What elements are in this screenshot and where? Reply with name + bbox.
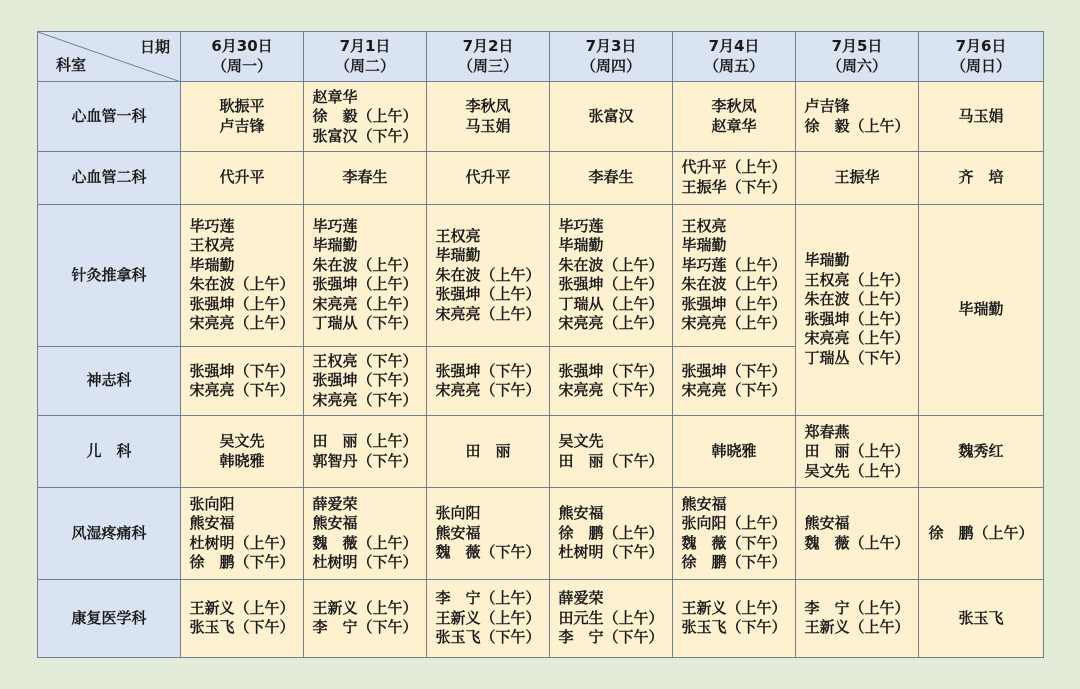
staff-entry: 毕巧莲（上午） [681,255,787,274]
staff-entry: 马玉娟 [958,107,1004,126]
day-date: 7月3日 [585,37,637,56]
staff-entry: 郑春燕 [804,422,850,441]
staff-entry: 李 宁（上午） [804,598,910,617]
day-weekday: （周一） [211,56,272,75]
department-row [38,416,1044,488]
staff-entry: 齐 培 [958,168,1004,187]
staff-entry: 赵章华 [711,116,757,135]
duty-cell [181,152,304,204]
department-row [38,204,1044,346]
day-date: 6月30日 [211,37,273,56]
staff-entry: 张强坤（上午） [804,309,910,328]
staff-list [681,599,786,638]
staff-list [681,495,786,573]
day-header [673,32,796,82]
staff-list [928,524,1033,544]
staff-entry: 朱在波（上午） [312,255,418,274]
duty-cell [427,416,550,488]
department-name: 儿 科 [38,416,181,488]
staff-entry: 宋亮亮（下午） [312,390,418,409]
day-header [550,32,673,82]
duty-cell [427,488,550,579]
staff-list [189,362,294,401]
staff-list [711,97,756,136]
staff-entry: 毕瑞勤 [312,236,358,255]
day-date: 7月6日 [955,37,1007,56]
duty-cell [550,488,673,579]
staff-entry: 张强坤（下午） [312,371,418,390]
staff-entry: 马玉娟 [465,116,511,135]
corner-dept-label: 科室 [56,55,87,74]
staff-entry: 朱在波（上午） [804,290,910,309]
staff-entry: 徐 鹏（上午） [928,523,1034,542]
staff-list [312,432,417,471]
staff-list [958,107,1003,127]
staff-entry: 魏秀红 [958,442,1004,461]
day-weekday: （周日） [950,56,1011,75]
corner-header [38,32,181,82]
staff-entry: 丁瑞从（上午） [558,294,664,313]
staff-list [435,504,540,563]
staff-list [465,168,510,188]
staff-list [312,599,417,638]
staff-list [958,300,1003,320]
staff-entry: 李秋凤 [465,97,511,116]
staff-entry: 魏 薇（下午） [435,543,541,562]
staff-entry: 赵章华 [312,87,358,106]
staff-entry: 毕巧莲 [558,216,604,235]
staff-list [312,217,417,334]
header-row [38,32,1044,82]
staff-list [804,599,909,638]
duty-cell [673,204,796,346]
duty-schedule-table [37,31,1044,658]
staff-entry: 张向阳（上午） [681,514,787,533]
duty-cell [673,82,796,152]
staff-entry: 熊安福 [681,494,727,513]
staff-entry: 杜树明（下午） [312,553,418,572]
staff-entry: 徐 鹏（下午） [681,553,787,572]
staff-entry: 代升平 [465,168,511,187]
staff-entry: 毕瑞勤 [681,236,727,255]
staff-list [804,251,909,368]
staff-entry: 王新义（上午） [681,598,787,617]
staff-entry: 魏 薇（下午） [681,533,787,552]
staff-entry: 毕瑞勤 [804,251,850,270]
staff-entry: 王振华（下午） [681,177,787,196]
duty-cell [796,416,919,488]
duty-cell [919,579,1044,657]
staff-entry: 毕瑞勤 [435,246,481,264]
staff-entry: 张玉飞 [958,608,1004,627]
staff-list [312,495,417,573]
duty-cell [919,152,1044,204]
staff-entry: 宋亮亮（下午） [189,381,295,400]
staff-entry: 熊安福 [189,514,235,533]
department-name: 风湿疼痛科 [38,488,181,579]
duty-cell [427,82,550,152]
staff-entry: 张富汉 [588,107,634,126]
staff-entry: 朱在波（上午） [435,265,541,284]
staff-entry: 张玉飞（下午） [681,618,787,637]
staff-entry: 丁瑞从（下午） [312,314,418,333]
staff-entry: 宋亮亮（上午） [435,304,541,323]
staff-entry: 徐 鹏（下午） [189,553,295,572]
duty-cell [427,152,550,204]
staff-entry: 张强坤（上午） [558,275,664,294]
staff-list [435,362,540,401]
staff-entry: 王权亮 [435,226,481,245]
staff-entry: 韩晓雅 [711,442,757,461]
duty-cell [673,488,796,579]
duty-cell [304,579,427,657]
staff-list [219,97,264,136]
duty-cell [181,204,304,346]
staff-entry: 王新义（上午） [435,608,541,627]
staff-entry: 张强坤（上午） [189,294,295,313]
duty-cell [550,82,673,152]
department-row [38,488,1044,579]
duty-cell [427,346,550,415]
staff-entry: 王权亮（下午） [312,351,418,370]
staff-entry: 熊安福 [804,514,850,533]
staff-entry: 朱在波（上午） [189,275,295,294]
staff-list [558,362,663,401]
staff-list [342,168,387,188]
staff-entry: 宋亮亮（上午） [558,314,664,333]
day-weekday: （周四） [580,56,641,75]
staff-list [558,504,663,563]
staff-list [804,514,909,553]
duty-cell [427,579,550,657]
department-row [38,82,1044,152]
staff-entry: 郭智丹（下午） [312,451,418,470]
staff-entry: 朱在波（上午） [558,255,664,274]
staff-entry: 王新义（上午） [312,598,418,617]
staff-list [465,97,510,136]
staff-entry: 毕巧莲 [189,216,235,235]
staff-entry: 代升平（上午） [681,158,787,177]
staff-list [588,107,633,127]
duty-cell-merged [919,204,1044,416]
duty-cell [550,579,673,657]
staff-entry: 张强坤（下午） [189,361,295,380]
day-weekday: （周二） [334,56,395,75]
duty-cell [304,82,427,152]
duty-cell [919,82,1044,152]
duty-cell [919,488,1044,579]
staff-entry: 田 丽（上午） [312,432,418,451]
staff-list [312,352,417,411]
staff-list [958,609,1003,629]
duty-cell [304,488,427,579]
staff-entry: 田 丽（上午） [804,442,910,461]
staff-entry: 宋亮亮（上午） [189,314,295,333]
staff-entry: 徐 鹏（上午） [558,523,664,542]
duty-cell [304,346,427,415]
duty-cell [181,488,304,579]
staff-entry: 徐 毅（上午） [804,116,910,135]
staff-entry: 薛爱荣 [558,589,604,608]
staff-entry: 熊安福 [312,514,358,533]
day-date: 7月5日 [831,37,883,56]
staff-list [588,168,633,188]
duty-cell [181,82,304,152]
staff-list [681,362,786,401]
staff-entry: 杜树明（下午） [558,543,664,562]
staff-list [804,97,909,136]
staff-list [435,589,540,648]
staff-list [834,168,879,188]
staff-list [189,599,294,638]
staff-entry: 毕巧莲 [312,216,358,235]
staff-entry: 宋亮亮（上午） [312,294,418,313]
duty-cell [673,346,796,415]
staff-list [312,88,417,147]
staff-entry: 熊安福 [435,523,481,542]
staff-entry: 李春生 [588,168,634,187]
day-header [181,32,304,82]
duty-cell [796,82,919,152]
day-header [427,32,550,82]
staff-entry: 耿振平 [219,97,265,116]
staff-entry: 吴文先 [558,432,604,451]
day-date: 7月1日 [339,37,391,56]
staff-entry: 魏 薇（上午） [312,533,418,552]
staff-entry: 薛爱荣 [312,494,358,513]
day-header [304,32,427,82]
staff-entry: 李秋凤 [711,97,757,116]
staff-entry: 张强坤（上午） [681,294,787,313]
staff-entry: 田元生（上午） [558,608,664,627]
duty-cell [796,579,919,657]
duty-cell [304,152,427,204]
staff-list [219,432,264,471]
staff-entry: 宋亮亮（上午） [804,329,910,348]
staff-entry: 徐 毅（上午） [312,107,418,126]
day-date: 7月2日 [462,37,514,56]
staff-entry: 张玉飞（下午） [189,618,295,637]
duty-cell [304,204,427,346]
day-header [919,32,1044,82]
staff-entry: 吴文先 [219,432,265,451]
duty-cell-merged [796,204,919,416]
staff-entry: 杜树明（上午） [189,533,295,552]
duty-cell [181,346,304,415]
staff-entry: 王权亮 [189,236,235,255]
staff-entry: 李春生 [342,168,388,187]
staff-entry: 田 丽（下午） [558,451,664,470]
staff-entry: 张富汉（下午） [312,126,418,145]
duty-cell [673,416,796,488]
duty-cell [796,488,919,579]
staff-entry: 熊安福 [558,504,604,523]
staff-entry: 张强坤（下午） [558,361,664,380]
day-date: 7月4日 [708,37,760,56]
staff-entry: 李 宁（下午） [312,618,418,637]
staff-list [958,442,1003,462]
staff-entry: 王权亮 [681,216,727,235]
staff-entry: 宋亮亮（下午） [558,381,664,400]
staff-entry: 张强坤（上午） [312,275,418,294]
corner-date-label: 日期 [139,38,170,56]
staff-entry: 田 丽 [465,442,511,461]
department-row [38,579,1044,657]
staff-entry: 魏 薇（上午） [804,533,910,552]
staff-entry: 卢吉锋 [219,116,265,135]
staff-list [681,217,786,334]
staff-entry: 王权亮（上午） [804,270,910,289]
day-weekday: （周六） [826,56,887,75]
staff-entry: 卢吉锋 [804,97,850,116]
staff-entry: 张向阳 [189,494,235,513]
staff-list [958,168,1003,188]
staff-entry: 王振华 [834,168,880,187]
department-name: 针灸推拿科 [38,204,181,346]
duty-cell [673,152,796,204]
staff-entry: 朱在波（上午） [681,275,787,294]
staff-entry: 毕瑞勤 [558,236,604,255]
department-name: 康复医学科 [38,579,181,657]
staff-entry: 张玉飞（下午） [435,628,541,647]
staff-entry: 张强坤（下午） [681,361,787,380]
staff-list [804,423,909,482]
staff-entry: 张强坤（上午） [435,285,541,303]
staff-entry: 宋亮亮（下午） [435,381,541,400]
staff-list [435,227,540,325]
duty-cell [304,416,427,488]
duty-cell [181,416,304,488]
duty-cell [550,416,673,488]
staff-list [219,168,264,188]
duty-cell [550,204,673,346]
duty-cell [919,416,1044,488]
staff-entry: 王新义（上午） [189,598,295,617]
staff-list [189,495,294,573]
department-name: 心血管二科 [38,152,181,204]
staff-entry: 毕瑞勤 [958,300,1004,319]
staff-entry: 毕瑞勤 [189,255,235,274]
department-row [38,152,1044,204]
staff-entry: 韩晓雅 [219,451,265,470]
department-name: 神志科 [38,346,181,415]
staff-entry: 张强坤（下午） [435,361,541,380]
day-header [796,32,919,82]
duty-cell [673,579,796,657]
duty-cell [550,346,673,415]
staff-list [558,217,663,334]
staff-entry: 张向阳 [435,504,481,523]
staff-entry: 宋亮亮（下午） [681,381,787,400]
staff-list [189,217,294,334]
duty-cell [550,152,673,204]
staff-list [465,442,510,462]
day-weekday: （周三） [457,56,518,75]
staff-entry: 李 宁（下午） [558,628,664,647]
staff-entry: 宋亮亮（上午） [681,314,787,333]
staff-entry: 丁瑞丛（下午） [804,348,910,367]
department-name: 心血管一科 [38,82,181,152]
staff-entry: 李 宁（上午） [435,589,541,608]
staff-list [558,589,663,648]
staff-entry: 吴文先（上午） [804,461,910,480]
duty-cell [796,152,919,204]
duty-cell [181,579,304,657]
staff-entry: 王新义（上午） [804,618,910,637]
day-weekday: （周五） [703,56,764,75]
staff-list [558,432,663,471]
staff-list [681,158,786,197]
staff-list [711,442,756,462]
duty-cell [427,204,550,346]
staff-entry: 代升平 [219,168,265,187]
